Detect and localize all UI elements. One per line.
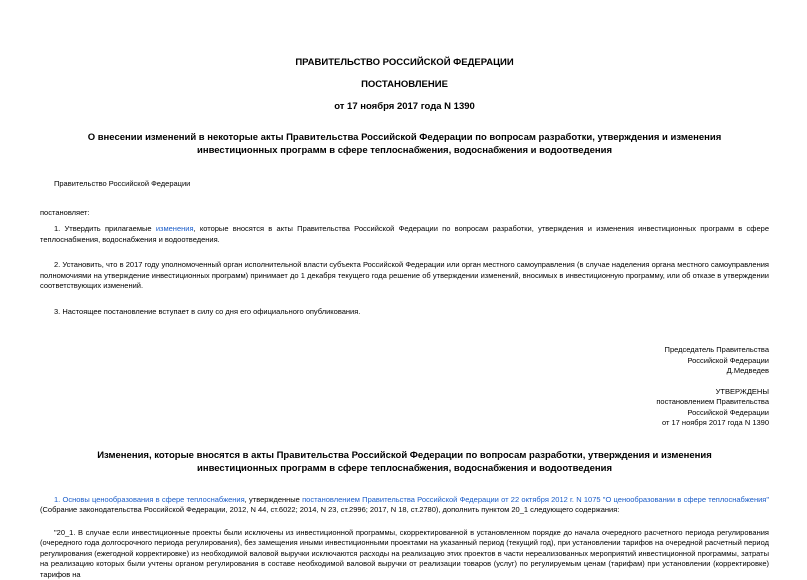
- approved-line-1: УТВЕРЖДЕНЫ: [40, 387, 769, 398]
- signature-line-1: Председатель Правительства: [40, 345, 769, 356]
- approved-line-2: постановлением Правительства: [40, 397, 769, 408]
- approved-line-4: от 17 ноября 2017 года N 1390: [40, 418, 769, 429]
- paragraph-3: 3. Настоящее постановление вступает в силу со дня его официального опубликования.: [40, 307, 769, 318]
- changes-title: Изменения, которые вносятся в акты Правительства Российской Федерации по вопросам разработки, утверждения и изменения инвестиционных программ в сфере теплоснабжения, водоснабжения и водоотведения: [40, 449, 769, 475]
- paragraph-1: [40, 224, 769, 245]
- document-date-number: от 17 ноября 2017 года N 1390: [40, 100, 769, 113]
- resolution-1075-link[interactable]: постановлением Правительства Российской Федерации от 22 октября 2012 г. N 1075 "О ценообразовании в сфере теплоснабжения": [302, 495, 769, 504]
- paragraph-1-text-a: 1. Утвердить прилагаемые: [54, 224, 156, 233]
- signature-line-3: Д.Медведев: [40, 366, 769, 377]
- document-title: О внесении изменений в некоторые акты Правительства Российской Федерации по вопросам разработки, утверждения и изменения инвестиционных программ в сфере теплоснабжения, водоснабжения и водоотведения: [40, 131, 769, 157]
- document-type-heading: ПОСТАНОВЛЕНИЕ: [40, 78, 769, 91]
- pricing-basics-link[interactable]: 1. Основы ценообразования в сфере теплоснабжения: [54, 495, 245, 504]
- changes-link[interactable]: изменения: [156, 224, 194, 233]
- issuer-text: Правительство Российской Федерации: [40, 179, 769, 190]
- paragraph-2: 2. Установить, что в 2017 году уполномоченный орган исполнительной власти субъекта Российской Федерации или орган местного самоуправления (в случае наделения органа местного самоуправления полномочиями на утверждение инвестиционных программ) принимает до 1 декабря текущего года решение об утверждении изменений, вносимых в инвестиционную программу, или об отказе в утверждении соответствующих изменений.: [40, 260, 769, 292]
- signature-block: [40, 345, 769, 377]
- decides-text: постановляет:: [40, 208, 769, 219]
- changes-paragraph-1-end: (Собрание законодательства Российской Федерации, 2012, N 44, ст.6022; 2014, N 23, ст.2996; 2017, N 18, ст.2780), дополнить пунктом 20_1 следующего содержания:: [40, 505, 619, 514]
- changes-paragraph-2: "20_1. В случае если инвестиционные проекты были исключены из инвестиционной программы, скорректированной в установленном порядке до начала очередного расчетного периода регулирования (очередного года долгосрочного периода регулирования), без замещения иными инвестиционными проектами на указанный период (текущий год), при установлении тарифов на очередной расчетный период регулирования (ежегодной корректировке) из необходимой валовой выручки исключаются расходы на реализацию этих проектов в части нереализованных мероприятий инвестиционной программы, затраты на реализацию которых были учтены органом регулирования в составе необходимой валовой выручки от реализации товаров (услуг) по регулируемым ценам (тарифам) при установлении (корректировке) тарифов на: [40, 528, 769, 580]
- signature-line-2: Российской Федерации: [40, 356, 769, 367]
- paragraph-1-text-b: , которые вносятся в акты Правительства Российской Федерации по вопросам разработки, утверждения и изменения инвестиционных программ в сфере теплоснабжения, водоснабжения и водоотведения.: [40, 224, 769, 244]
- changes-paragraph-1: [40, 495, 769, 516]
- government-heading: ПРАВИТЕЛЬСТВО РОССИЙСКОЙ ФЕДЕРАЦИИ: [40, 0, 769, 69]
- approved-line-3: Российской Федерации: [40, 408, 769, 419]
- approved-block: [40, 387, 769, 429]
- changes-paragraph-1-mid: , утвержденные: [245, 495, 302, 504]
